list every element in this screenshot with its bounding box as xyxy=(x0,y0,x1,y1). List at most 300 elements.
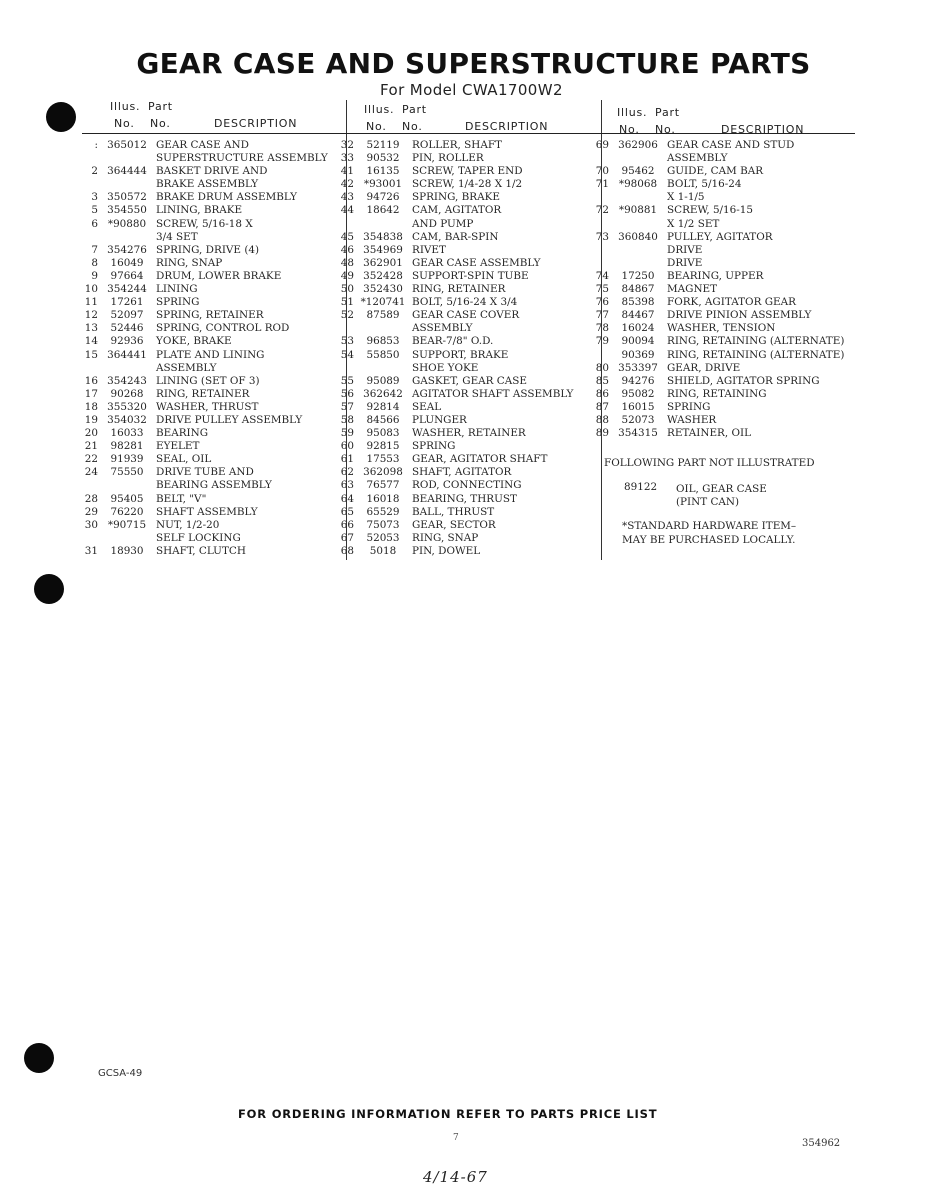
header-no2: No. xyxy=(402,120,423,133)
part-description: NUT, 1/2-20 xyxy=(156,518,220,531)
illus-number: 14 xyxy=(84,335,98,348)
part-number: 364441 xyxy=(107,348,147,361)
part-description: AND PUMP xyxy=(412,217,474,230)
part-number: 75550 xyxy=(110,466,144,479)
part-number: 84867 xyxy=(621,283,655,296)
standard-hardware-note: *STANDARD HARDWARE ITEM– xyxy=(622,520,797,532)
parts-row xyxy=(338,427,600,440)
part-description: RIVET xyxy=(412,243,446,256)
parts-row xyxy=(593,191,893,204)
parts-row xyxy=(338,178,600,191)
parts-row xyxy=(593,349,893,362)
parts-row xyxy=(82,427,342,440)
illus-number xyxy=(593,152,609,165)
part-description: SHIELD, AGITATOR SPRING xyxy=(667,374,820,387)
part-number xyxy=(98,231,150,244)
part-number: 52446 xyxy=(110,322,144,335)
part-description: DRIVE xyxy=(667,243,703,256)
illus-number xyxy=(593,191,609,204)
parts-row xyxy=(338,545,600,558)
part-number: 362901 xyxy=(363,256,403,269)
illus-number: 16 xyxy=(84,374,98,387)
part-number: 52097 xyxy=(110,309,144,322)
part-description: CAM, BAR-SPIN xyxy=(412,230,499,243)
part-number: 354276 xyxy=(107,243,147,256)
part-number: 17553 xyxy=(366,453,400,466)
illus-number: 86 xyxy=(595,387,609,400)
part-number: *98068 xyxy=(618,178,658,191)
header-no2: No. xyxy=(655,123,676,136)
illus-number xyxy=(593,218,609,231)
part-number xyxy=(98,152,150,165)
illus-number: 32 xyxy=(340,139,354,151)
parts-row xyxy=(593,362,893,375)
standard-hardware-note-2: MAY BE PURCHASED LOCALLY. xyxy=(622,534,796,546)
illus-number: 15 xyxy=(84,348,98,361)
illus-number: 60 xyxy=(340,440,354,453)
parts-row xyxy=(82,349,342,362)
part-number: 94276 xyxy=(621,374,655,387)
part-number: 97664 xyxy=(110,269,144,282)
parts-row xyxy=(593,309,893,322)
illus-number: 42 xyxy=(340,178,354,191)
part-description: RING, RETAINING (ALTERNATE) xyxy=(667,335,845,348)
parts-row xyxy=(82,309,342,322)
illus-number: 59 xyxy=(340,427,354,440)
part-number: 354969 xyxy=(363,243,403,256)
part-number xyxy=(98,178,150,191)
not-illustrated-heading: FOLLOWING PART NOT ILLUSTRATED xyxy=(604,457,815,469)
part-description: BEARING ASSEMBLY xyxy=(156,479,272,492)
illus-number xyxy=(82,532,98,545)
part-number: 87589 xyxy=(366,309,400,322)
parts-row xyxy=(82,283,342,296)
part-number: 52053 xyxy=(366,531,400,544)
illus-number: 19 xyxy=(84,413,98,426)
part-description: SPRING, RETAINER xyxy=(156,309,264,322)
model-subtitle: For Model CWA1700W2 xyxy=(380,81,563,99)
part-description: SHAFT ASSEMBLY xyxy=(156,505,258,518)
illus-number: 61 xyxy=(340,453,354,466)
part-description: SCREW, 5/16-15 xyxy=(667,204,754,217)
parts-row xyxy=(593,178,893,191)
illus-number: 77 xyxy=(595,309,609,322)
parts-row xyxy=(593,388,893,401)
illus-number: 71 xyxy=(595,178,609,191)
part-number xyxy=(354,218,406,231)
header-no2: No. xyxy=(150,117,171,130)
part-number: 360840 xyxy=(618,230,658,243)
part-description: RETAINER, OIL xyxy=(667,427,752,440)
header-illus: Illus. xyxy=(364,103,395,116)
illus-number: 79 xyxy=(595,335,609,348)
part-description: GEAR CASE AND xyxy=(156,139,249,151)
illus-number: 58 xyxy=(340,413,354,426)
illus-number: 21 xyxy=(84,440,98,453)
part-number: 85398 xyxy=(621,296,655,309)
part-number xyxy=(609,244,661,257)
part-number xyxy=(354,362,406,375)
part-number: 354315 xyxy=(618,427,658,440)
column-header xyxy=(82,99,342,134)
part-description: SEAL xyxy=(412,400,442,413)
part-description: BRAKE DRUM ASSEMBLY xyxy=(156,191,297,204)
illus-number: 10 xyxy=(84,283,98,296)
part-description: SPRING, BRAKE xyxy=(412,191,500,204)
header-part: Part xyxy=(402,103,427,116)
part-description: SPRING, DRIVE (4) xyxy=(156,243,260,256)
part-description: WASHER xyxy=(667,413,717,426)
part-number xyxy=(98,362,150,375)
part-description: X 1/2 SET xyxy=(667,217,720,230)
header-part: Part xyxy=(655,106,680,119)
illus-number: 2 xyxy=(91,165,98,178)
part-description: GEAR CASE AND STUD xyxy=(667,139,795,151)
parts-row xyxy=(82,453,342,466)
parts-row xyxy=(593,204,893,217)
parts-row xyxy=(338,309,600,322)
parts-row xyxy=(82,375,342,388)
part-description: GEAR, SECTOR xyxy=(412,518,496,531)
handwritten-date: 4/14-67 xyxy=(423,1168,488,1186)
parts-row xyxy=(338,296,600,309)
part-number: 352428 xyxy=(363,269,403,282)
part-number: 18930 xyxy=(110,544,144,557)
part-description: DRIVE PINION ASSEMBLY xyxy=(667,309,812,322)
parts-list xyxy=(82,139,342,558)
parts-row xyxy=(593,296,893,309)
part-description: 3/4 SET xyxy=(156,230,198,243)
illus-number xyxy=(82,362,98,375)
illus-number: 74 xyxy=(595,269,609,282)
part-number: 96853 xyxy=(366,335,400,348)
part-number: 95083 xyxy=(366,427,400,440)
part-number: *93001 xyxy=(363,178,403,191)
illus-number: 20 xyxy=(84,427,98,440)
parts-list xyxy=(338,139,600,558)
part-number: 365012 xyxy=(107,139,147,151)
parts-row xyxy=(338,414,600,427)
parts-row xyxy=(338,152,600,165)
parts-row xyxy=(338,283,600,296)
illus-number: 44 xyxy=(340,204,354,217)
parts-row xyxy=(338,479,600,492)
part-number: 18642 xyxy=(366,204,400,217)
part-description: ROD, CONNECTING xyxy=(412,479,522,492)
parts-row xyxy=(593,165,893,178)
illus-number: 88 xyxy=(595,413,609,426)
illus-number: 52 xyxy=(340,309,354,322)
illus-number: 51 xyxy=(340,296,354,309)
illus-number xyxy=(82,152,98,165)
part-number: *120741 xyxy=(360,296,406,309)
part-description: ASSEMBLY xyxy=(156,361,217,374)
part-number: 362906 xyxy=(618,139,658,151)
parts-row xyxy=(82,479,342,492)
ordering-info: FOR ORDERING INFORMATION REFER TO PARTS PRICE LIST xyxy=(238,1107,658,1121)
illus-number xyxy=(82,178,98,191)
parts-row xyxy=(593,427,893,440)
parts-row xyxy=(82,401,342,414)
illus-number xyxy=(338,362,354,375)
parts-row xyxy=(593,139,893,152)
illus-number: 31 xyxy=(84,544,98,557)
part-description: SPRING xyxy=(156,296,200,309)
part-number: 353397 xyxy=(618,361,658,374)
parts-row xyxy=(82,493,342,506)
part-number: 355320 xyxy=(107,400,147,413)
part-number: 52119 xyxy=(366,139,400,151)
part-description: PLATE AND LINING xyxy=(156,348,265,361)
part-description: EYELET xyxy=(156,440,200,453)
parts-row xyxy=(338,453,600,466)
part-number xyxy=(609,218,661,231)
part-description: BEARING, THRUST xyxy=(412,492,517,505)
part-description: BRAKE ASSEMBLY xyxy=(156,178,259,191)
part-number: 95405 xyxy=(110,492,144,505)
parts-row xyxy=(593,335,893,348)
parts-row xyxy=(593,244,893,257)
parts-row xyxy=(338,218,600,231)
part-description: ASSEMBLY xyxy=(412,322,473,335)
part-description: BEAR-7/8" O.D. xyxy=(412,335,494,348)
illus-number: 45 xyxy=(340,230,354,243)
part-description: BELT, "V" xyxy=(156,492,207,505)
part-number: *90881 xyxy=(618,204,658,217)
illus-number: 46 xyxy=(340,243,354,256)
part-number: 90532 xyxy=(366,152,400,165)
parts-row xyxy=(338,244,600,257)
parts-row xyxy=(82,231,342,244)
parts-row xyxy=(593,322,893,335)
part-description: PIN, ROLLER xyxy=(412,152,484,165)
illus-number: 3 xyxy=(91,191,98,204)
part-description: GASKET, GEAR CASE xyxy=(412,374,527,387)
parts-row xyxy=(593,414,893,427)
header-no: No. xyxy=(619,123,640,136)
illus-number: 5 xyxy=(91,204,98,217)
illus-number: 78 xyxy=(595,322,609,335)
page-title: GEAR CASE AND SUPERSTRUCTURE PARTS xyxy=(136,47,811,80)
illus-number: 28 xyxy=(84,492,98,505)
illus-number: 33 xyxy=(340,152,354,165)
part-number xyxy=(609,152,661,165)
illus-number: 50 xyxy=(340,283,354,296)
binder-hole-bottom xyxy=(24,1043,54,1073)
parts-row xyxy=(338,204,600,217)
illus-number: 22 xyxy=(84,453,98,466)
illus-number: 68 xyxy=(340,544,354,557)
illus-number: 18 xyxy=(84,400,98,413)
parts-row xyxy=(82,204,342,217)
illus-number: 43 xyxy=(340,191,354,204)
part-number: 16015 xyxy=(621,400,655,413)
parts-row xyxy=(82,218,342,231)
parts-row xyxy=(593,283,893,296)
part-description: PIN, DOWEL xyxy=(412,544,481,557)
parts-row xyxy=(593,231,893,244)
part-number: 95082 xyxy=(621,387,655,400)
illus-number: 29 xyxy=(84,505,98,518)
part-description: DRIVE PULLEY ASSEMBLY xyxy=(156,413,303,426)
part-description: ASSEMBLY xyxy=(667,152,728,165)
illus-number: 49 xyxy=(340,269,354,282)
parts-row xyxy=(82,440,342,453)
part-description: BOLT, 5/16-24 xyxy=(667,178,742,191)
part-description: DRIVE xyxy=(667,256,703,269)
part-description: PULLEY, AGITATOR xyxy=(667,230,773,243)
part-number xyxy=(354,322,406,335)
part-number: 92815 xyxy=(366,440,400,453)
illus-number: 76 xyxy=(595,296,609,309)
part-description: DRUM, LOWER BRAKE xyxy=(156,269,282,282)
parts-row xyxy=(82,506,342,519)
parts-row xyxy=(82,191,342,204)
parts-row xyxy=(338,191,600,204)
parts-row xyxy=(593,401,893,414)
parts-row xyxy=(82,362,342,375)
part-description: GEAR, DRIVE xyxy=(667,361,741,374)
parts-row xyxy=(82,178,342,191)
part-description: DRIVE TUBE AND xyxy=(156,466,254,479)
illus-number: 41 xyxy=(340,165,354,178)
part-description: GEAR CASE COVER xyxy=(412,309,520,322)
part-description: SPRING, CONTROL ROD xyxy=(156,322,290,335)
extra-part-desc: OIL, GEAR CASE xyxy=(676,483,767,495)
part-description: RING, SNAP xyxy=(412,531,479,544)
part-description: SUPPORT, BRAKE xyxy=(412,348,509,361)
illus-number: 66 xyxy=(340,518,354,531)
illus-number: 75 xyxy=(595,283,609,296)
parts-row xyxy=(338,335,600,348)
illus-number: 69 xyxy=(595,139,609,151)
parts-row xyxy=(82,270,342,283)
parts-list xyxy=(593,139,893,440)
part-description: BOLT, 5/16-24 X 3/4 xyxy=(412,296,518,309)
part-description: GUIDE, CAM BAR xyxy=(667,165,764,178)
parts-row xyxy=(82,388,342,401)
illus-number: 85 xyxy=(595,374,609,387)
part-description: RING, SNAP xyxy=(156,256,223,269)
binder-hole-top xyxy=(46,102,76,132)
part-number: 55850 xyxy=(366,348,400,361)
header-part: Part xyxy=(148,100,173,113)
illus-number: 63 xyxy=(340,479,354,492)
illus-number: 62 xyxy=(340,466,354,479)
part-number: 352430 xyxy=(363,283,403,296)
part-description: SHAFT, AGITATOR xyxy=(412,466,512,479)
parts-row xyxy=(82,165,342,178)
part-description: GEAR, AGITATOR SHAFT xyxy=(412,453,548,466)
part-number: 362098 xyxy=(363,466,403,479)
parts-row xyxy=(338,466,600,479)
parts-row xyxy=(82,296,342,309)
illus-number: 73 xyxy=(595,230,609,243)
illus-number: 8 xyxy=(91,256,98,269)
illus-number: 56 xyxy=(340,387,354,400)
parts-row xyxy=(338,493,600,506)
parts-row xyxy=(338,139,600,152)
part-number: 354244 xyxy=(107,283,147,296)
header-illus: Illus. xyxy=(110,100,141,113)
part-number: 84566 xyxy=(366,413,400,426)
illus-number: 17 xyxy=(84,387,98,400)
part-number: 91939 xyxy=(110,453,144,466)
parts-row xyxy=(82,545,342,558)
parts-row xyxy=(338,322,600,335)
part-number: 76577 xyxy=(366,479,400,492)
parts-row xyxy=(593,257,893,270)
part-number: 90094 xyxy=(621,335,655,348)
part-description: BALL, THRUST xyxy=(412,505,495,518)
part-description: BASKET DRIVE AND xyxy=(156,165,268,178)
header-description: DESCRIPTION xyxy=(214,117,298,130)
illus-number: 48 xyxy=(340,256,354,269)
part-description: SPRING xyxy=(667,400,711,413)
part-description: GEAR CASE ASSEMBLY xyxy=(412,256,541,269)
part-number: 16049 xyxy=(110,256,144,269)
part-description: WASHER, THRUST xyxy=(156,400,259,413)
part-number: *90880 xyxy=(107,217,147,230)
header-illus: Illus. xyxy=(617,106,648,119)
part-description: PLUNGER xyxy=(412,413,467,426)
parts-row xyxy=(593,152,893,165)
parts-row xyxy=(338,440,600,453)
parts-row xyxy=(338,231,600,244)
part-number: 98281 xyxy=(110,440,144,453)
binder-hole-middle xyxy=(34,574,64,604)
document-number: 354962 xyxy=(802,1138,841,1149)
part-number xyxy=(609,191,661,204)
parts-row xyxy=(82,152,342,165)
part-number: 76220 xyxy=(110,505,144,518)
parts-row xyxy=(82,244,342,257)
part-number: 17261 xyxy=(110,296,144,309)
part-description: SUPERSTRUCTURE ASSEMBLY xyxy=(156,152,328,165)
part-description: RING, RETAINER xyxy=(412,283,506,296)
parts-row xyxy=(338,270,600,283)
part-description: BEARING xyxy=(156,427,209,440)
parts-row xyxy=(338,362,600,375)
extra-part-desc-2: (PINT CAN) xyxy=(676,496,740,508)
illus-number: 6 xyxy=(91,217,98,230)
part-number: 16018 xyxy=(366,492,400,505)
header-no: No. xyxy=(366,120,387,133)
part-description: RING, RETAINING xyxy=(667,387,767,400)
part-description: SEAL, OIL xyxy=(156,453,212,466)
part-number: 354838 xyxy=(363,230,403,243)
illus-number: 24 xyxy=(84,466,98,479)
part-number: 16024 xyxy=(621,322,655,335)
part-description: X 1-1/5 xyxy=(667,191,705,204)
illus-number: 57 xyxy=(340,400,354,413)
part-number: 90369 xyxy=(621,348,655,361)
part-description: SCREW, TAPER END xyxy=(412,165,523,178)
illus-number xyxy=(593,349,609,362)
parts-column-3 xyxy=(593,99,893,440)
illus-number xyxy=(593,244,609,257)
illus-number: 13 xyxy=(84,322,98,335)
parts-column-2 xyxy=(338,99,600,558)
parts-row xyxy=(82,322,342,335)
parts-row xyxy=(338,532,600,545)
part-description: LINING, BRAKE xyxy=(156,204,243,217)
parts-row xyxy=(338,165,600,178)
part-number xyxy=(609,257,661,270)
part-number: *90715 xyxy=(107,518,147,531)
part-number: 362642 xyxy=(363,387,403,400)
extra-part-number: 89122 xyxy=(624,481,658,493)
